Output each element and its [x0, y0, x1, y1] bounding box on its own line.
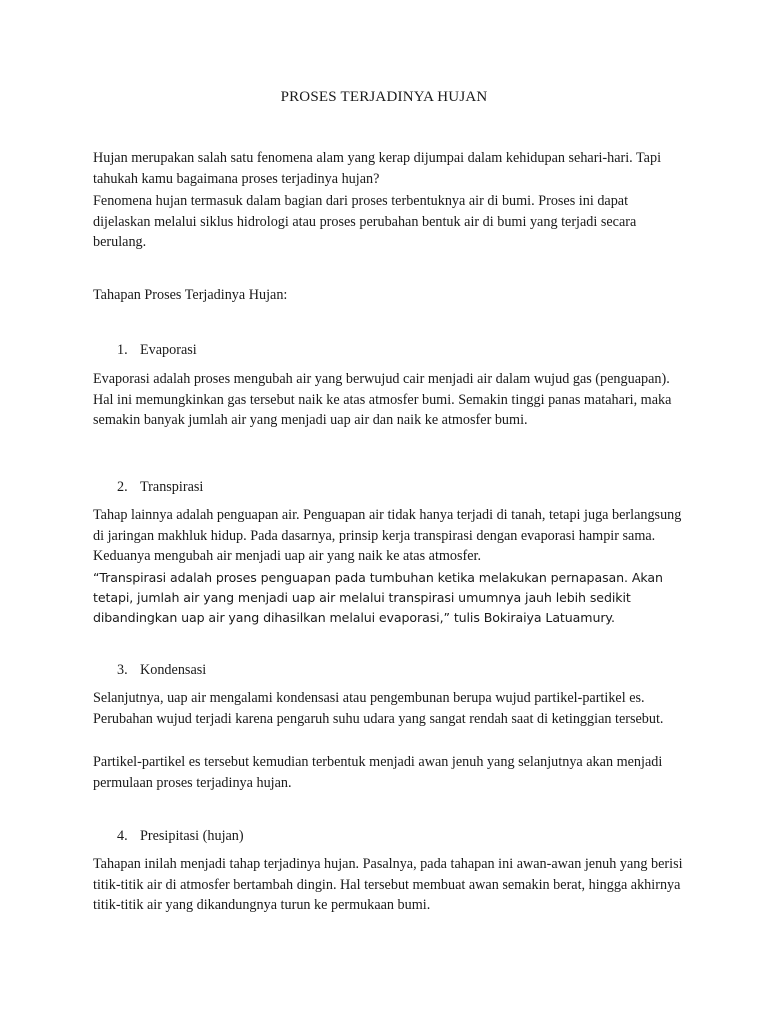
- intro-paragraph-2: Fenomena hujan termasuk dalam bagian dari proses terbentuknya air di bumi. Proses ini dapat dijelaskan melalui siklus hidrologi atau proses perubahan bentuk air di bumi yang terjadi secara berulang.: [93, 193, 637, 250]
- section-quote: “Transpirasi adalah proses penguapan pada tumbuhan ketika melakukan pernapasan. Akan tetapi, jumlah air yang menjadi uap air melalui transpirasi umumnya jauh lebih sedikit dibandingkan uap air yang dihasilkan melalui evaporasi,” tulis Bokiraiya Latuamury.: [93, 570, 663, 625]
- section-paragraph: Partikel-partikel es tersebut kemudian terbentuk menjadi awan jenuh yang selanjutnya akan menjadi permulaan proses terjadinya hujan.: [93, 754, 663, 791]
- section-number: 4.: [117, 828, 128, 844]
- section-heading: Presipitasi (hujan): [140, 828, 244, 844]
- section-heading: Transpirasi: [140, 479, 204, 495]
- section-number: 2.: [117, 479, 128, 495]
- section-paragraph: Tahap lainnya adalah penguapan air. Penguapan air tidak hanya terjadi di tanah, tetapi juga berlangsung di jaringan makhluk hidup. Pada dasarnya, prinsip kerja transpirasi dengan evaporasi hampir sama. Keduanya mengubah air menjadi uap air yang naik ke atas atmosfer.: [93, 507, 682, 564]
- section-heading: Kondensasi: [140, 662, 207, 678]
- section-number: 3.: [117, 662, 128, 678]
- stages-heading: Tahapan Proses Terjadinya Hujan:: [93, 287, 288, 303]
- section-heading: Evaporasi: [140, 342, 197, 358]
- section-paragraph: Tahapan inilah menjadi tahap terjadinya hujan. Pasalnya, pada tahapan ini awan-awan jenuh yang berisi titik-titik air di atmosfer bertambah dingin. Hal tersebut membuat awan semakin berat, hingga akhirnya titik-titik air yang dikandungnya turun ke permukaan bumi.: [93, 856, 683, 913]
- section-paragraph: Selanjutnya, uap air mengalami kondensasi atau pengembunan berupa wujud partikel-partikel es. Perubahan wujud terjadi karena pengaruh suhu udara yang sangat rendah saat di ketinggian tersebut.: [93, 690, 664, 727]
- section-number: 1.: [117, 342, 128, 358]
- document-title: PROSES TERJADINYA HUJAN: [280, 89, 488, 105]
- section-paragraph: Evaporasi adalah proses mengubah air yang berwujud cair menjadi air dalam wujud gas (penguapan). Hal ini memungkinkan gas tersebut naik ke atas atmosfer bumi. Semakin tinggi panas matahari, maka semakin banyak jumlah air yang menjadi uap air dan naik ke atmosfer bumi.: [93, 371, 672, 428]
- intro-paragraph-1: Hujan merupakan salah satu fenomena alam yang kerap dijumpai dalam kehidupan sehari-hari. Tapi tahukah kamu bagaimana proses terjadinya hujan?: [93, 150, 662, 187]
